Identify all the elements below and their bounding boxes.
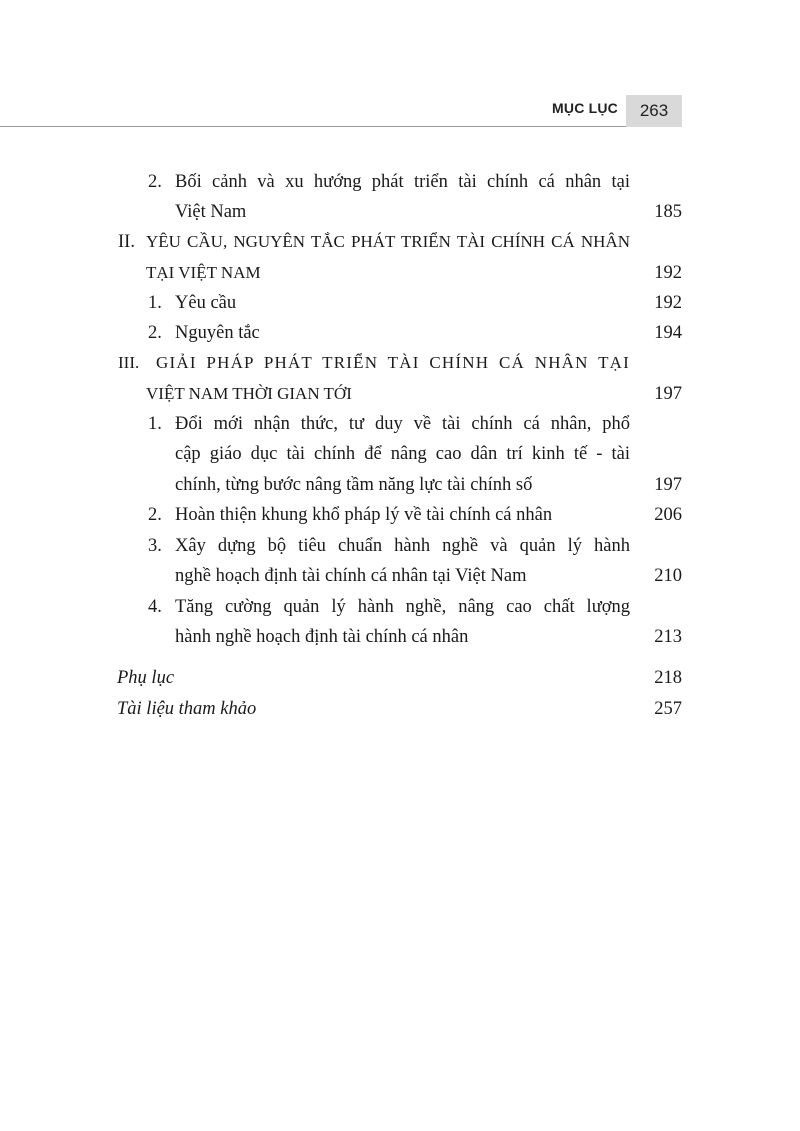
toc-entry-page: 257 — [654, 699, 682, 719]
toc-entry-page: 194 — [654, 323, 682, 343]
toc-entry-page: 185 — [654, 202, 682, 222]
toc-entry-text: Xây dựng bộ tiêu chuẩn hành nghề và quản lý hành — [175, 536, 630, 556]
toc-entry-text: chính, từng bước nâng tầm năng lực tài chính số — [175, 475, 533, 495]
toc-entry-number: 2. — [148, 172, 162, 192]
toc-entry-text: TẠI VIỆT NAM — [146, 263, 261, 282]
toc-entry-page: 218 — [654, 668, 682, 688]
toc-entry-text: nghề hoạch định tài chính cá nhân tại Việt Nam — [175, 566, 527, 586]
toc-entry-number: 1. — [148, 293, 162, 313]
toc-entry-text: Nguyên tắc — [175, 323, 260, 343]
toc-entry-number: 2. — [148, 323, 162, 343]
running-header-title: MỤC LỤC — [552, 100, 618, 116]
toc-entry-number: 1. — [148, 414, 162, 434]
toc-entry-page: 197 — [654, 475, 682, 495]
toc-entry-page: 210 — [654, 566, 682, 586]
toc-entry-page: 192 — [654, 293, 682, 313]
toc-entry-text: YÊU CẦU, NGUYÊN TẮC PHÁT TRIỂN TÀI CHÍNH CÁ NHÂN — [146, 232, 630, 251]
toc-entry-text: hành nghề hoạch định tài chính cá nhân — [175, 627, 469, 647]
toc-entry-text: VIỆT NAM THỜI GIAN TỚI — [146, 384, 352, 403]
toc-entry-number: III. — [118, 353, 140, 372]
toc-entry-number: 2. — [148, 505, 162, 525]
toc-entry-page: 192 — [654, 263, 682, 283]
toc-entry-page: 206 — [654, 505, 682, 525]
toc-entry-text: Tài liệu tham khảo — [117, 699, 257, 719]
toc-entry-text: Phụ lục — [117, 668, 175, 688]
toc-entry-number: 3. — [148, 536, 162, 556]
toc-entry-number: 4. — [148, 597, 162, 617]
page-number: 263 — [639, 101, 669, 120]
toc-entry-number: II. — [118, 232, 135, 252]
toc-entry-text: Hoàn thiện khung khổ pháp lý về tài chính cá nhân — [175, 505, 553, 525]
toc-entry-text: Yêu cầu — [175, 293, 237, 313]
toc-entry-page: 197 — [654, 384, 682, 404]
toc-entry-text: cập giáo dục tài chính để nâng cao dân trí kinh tế - tài — [175, 444, 630, 464]
toc-entry-page: 213 — [654, 627, 682, 647]
toc-entry-text: GIẢI PHÁP PHÁT TRIỂN TÀI CHÍNH CÁ NHÂN TẠI — [156, 353, 630, 372]
toc-entry-text: Đổi mới nhận thức, tư duy về tài chính cá nhân, phổ — [175, 414, 630, 434]
toc-entry-text: Việt Nam — [175, 202, 247, 222]
toc-entry-text: Tăng cường quản lý hành nghề, nâng cao chất lượng — [175, 597, 630, 617]
toc-entry-text: Bối cảnh và xu hướng phát triển tài chính cá nhân tại — [175, 172, 630, 192]
